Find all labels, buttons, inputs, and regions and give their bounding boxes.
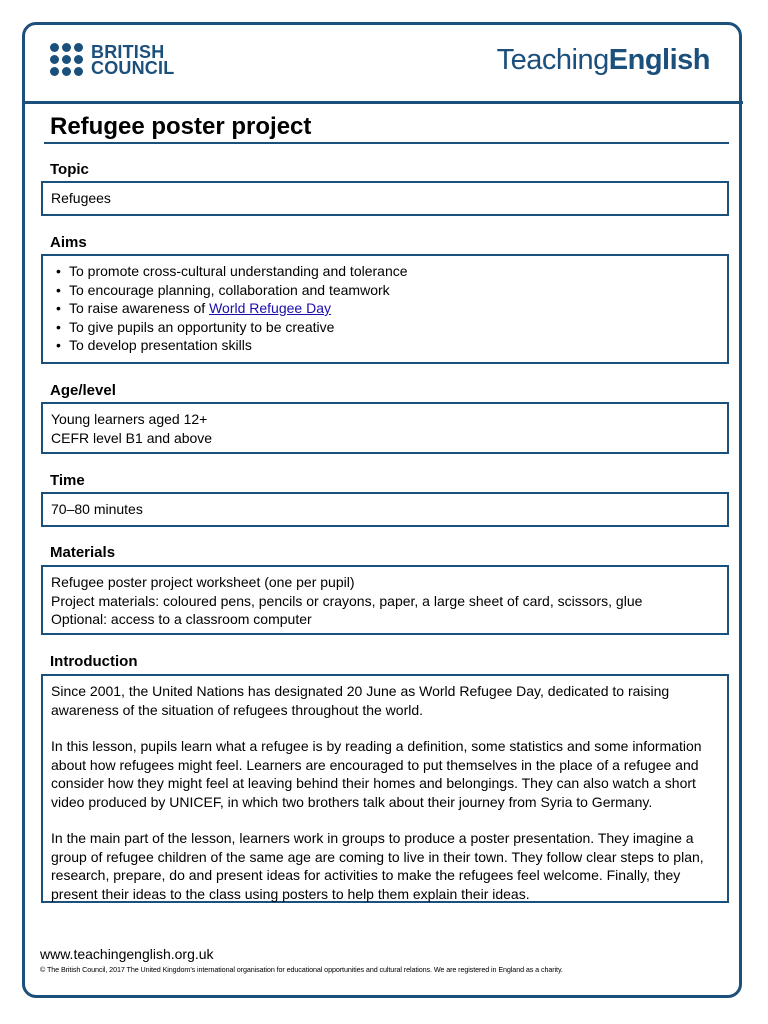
materials-line: Project materials: coloured pens, pencils or crayons, paper, a large sheet of card, scissors, glue bbox=[51, 592, 643, 609]
logo-teaching: Teaching bbox=[496, 44, 609, 76]
intro-paragraph: Since 2001, the United Nations has designated 20 June as World Refugee Day, dedicated to raising awareness of the situation of refugees throughout the world. bbox=[51, 683, 670, 718]
time-text: 70–80 minutes bbox=[51, 501, 143, 517]
topic-box bbox=[41, 181, 729, 216]
header-divider bbox=[23, 101, 743, 104]
aims-list bbox=[51, 262, 719, 355]
logo-text-line2: COUNCIL bbox=[91, 58, 175, 78]
aim-item: • To give pupils an opportunity to be creative bbox=[51, 318, 719, 337]
world-refugee-day-link[interactable]: World Refugee Day bbox=[209, 300, 331, 316]
british-council-dots-icon bbox=[50, 43, 86, 77]
materials-heading: Materials bbox=[50, 544, 116, 561]
introduction-heading: Introduction bbox=[50, 653, 138, 670]
time-heading: Time bbox=[50, 472, 85, 489]
materials-box bbox=[41, 565, 729, 635]
aim-item: • To encourage planning, collaboration and teamwork bbox=[51, 281, 719, 300]
aims-box bbox=[41, 254, 729, 364]
british-council-logo bbox=[50, 43, 174, 77]
footer-copyright: © The British Council, 2017 The United Kingdom’s international organisation for educational opportunities and cultural relations. We are registered in England as a charity. bbox=[40, 965, 563, 974]
title-divider bbox=[44, 142, 729, 144]
footer-url[interactable]: www.teachingenglish.org.uk bbox=[40, 946, 214, 962]
logo-english: English bbox=[608, 44, 710, 76]
logo-text-line1: BRITISH bbox=[91, 42, 165, 62]
page-title: Refugee poster project bbox=[50, 113, 312, 140]
teaching-english-logo bbox=[497, 44, 710, 77]
aims-heading: Aims bbox=[50, 234, 87, 251]
aim-item-text: To raise awareness of bbox=[69, 300, 210, 316]
age-line: Young learners aged 12+ bbox=[51, 411, 208, 427]
level-line: CEFR level B1 and above bbox=[51, 429, 213, 446]
topic-text: Refugees bbox=[51, 190, 111, 206]
aim-item: • To promote cross-cultural understanding and tolerance bbox=[51, 262, 719, 281]
time-box bbox=[41, 492, 729, 527]
materials-line: Optional: access to a classroom computer bbox=[51, 611, 312, 627]
aim-item bbox=[51, 299, 719, 318]
intro-paragraph: In this lesson, pupils learn what a refugee is by reading a definition, some statistics and some information about how refugees might feel. Learners are encouraged to put themselves in the place of a refugee and consider how they might feel at leaving behind their homes and belongings. They can also watch a short video produced by UNICEF, in which two brothers talk about their journey from Syria to Germany. bbox=[51, 738, 702, 810]
age-level-heading: Age/level bbox=[50, 382, 116, 399]
materials-line: Refugee poster project worksheet (one per pupil) bbox=[51, 574, 355, 590]
age-level-box bbox=[41, 402, 729, 454]
introduction-box bbox=[41, 674, 729, 903]
intro-paragraph: In the main part of the lesson, learners work in groups to produce a poster presentation. They imagine a group of refugee children of the same age are coming to live in their town. They follow clear steps to plan, research, prepare, do and present ideas for activities to make the refugees feel welcome. Finally, they present their ideas to the class using posters to help them explain their ideas. bbox=[51, 830, 704, 902]
aim-item: • To develop presentation skills bbox=[51, 336, 719, 355]
topic-heading: Topic bbox=[50, 161, 89, 178]
